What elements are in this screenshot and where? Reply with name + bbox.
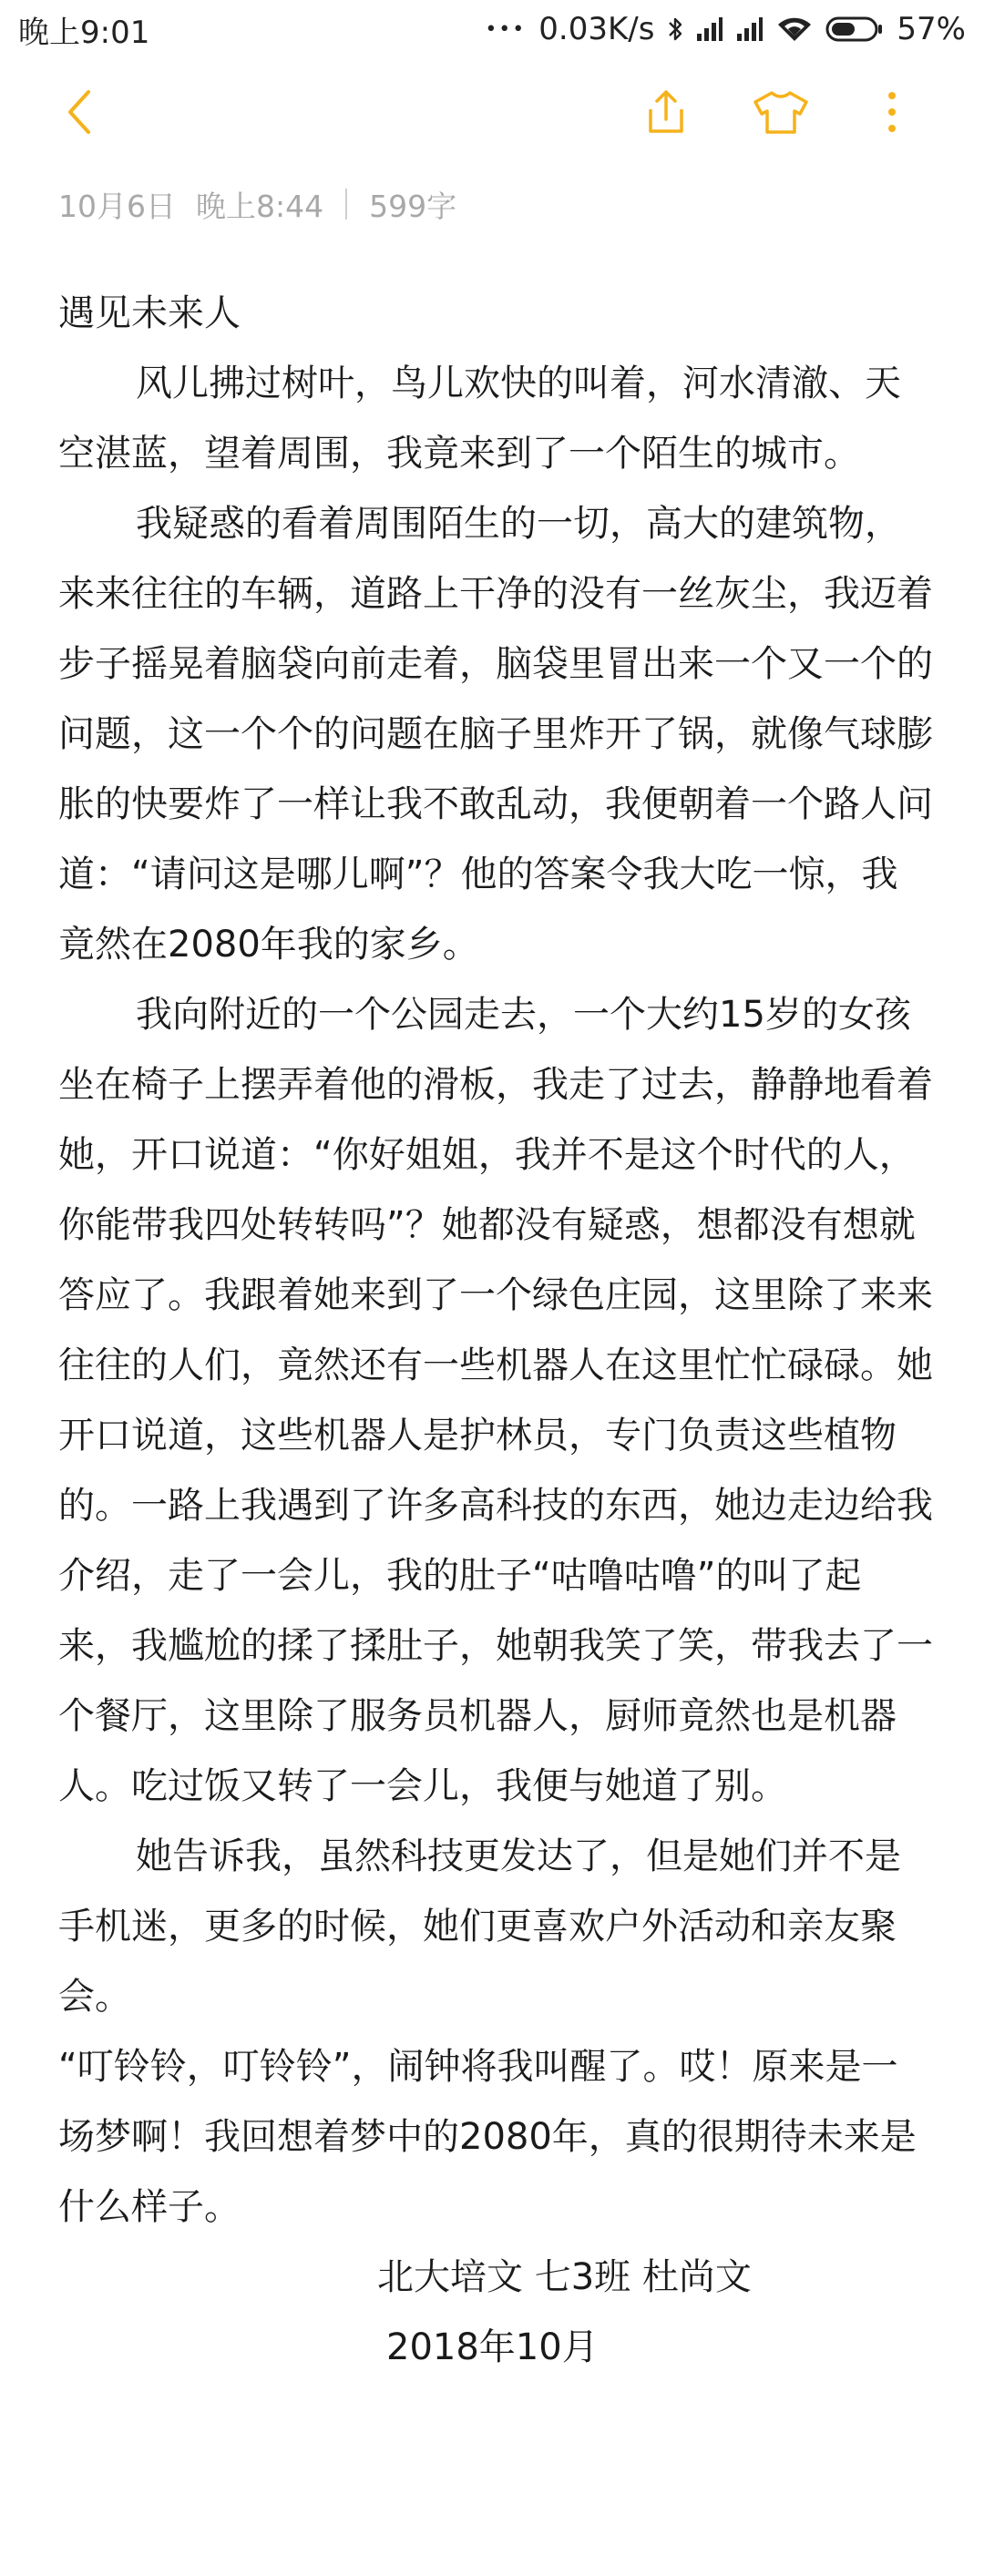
- note-signature: 北大培文 七3班 杜尚文: [377, 2256, 752, 2298]
- note-paragraph-2: 我疑惑的看着周围陌生的一切，高大的建筑物，来来往往的车辆，道路上干净的没有一丝灰尘，我迈着步子摇晃着脑袋向前走着，脑袋里冒出来一个又一个的问题，这一个个的问题在脑子里炸开了锅，就像气球膨胀的快要炸了一样让我不敢乱动，我便朝着一个路人问道：“请问这是哪儿啊”？他的答案令我大吃一惊，我竟然在2080年我的家乡。: [58, 503, 933, 966]
- word-count: 599字: [369, 188, 457, 224]
- note-paragraph-3: 我向附近的一个公园走去，一个大约15岁的女孩坐在椅子上摆弄着他的滑板，我走了过去，静静地看着她，开口说道：“你好姐姐，我并不是这个时代的人，你能带我四处转转吗”？她都没有疑惑，想都没有想就答应了。我跟着她来到了一个绿色庄园，这里除了来来往往的人们，竟然还有一些机器人在这里忙忙碌碌。她开口说道，这些机器人是护林员，专门负责这些植物的。一路上我遇到了许多高科技的东西，她边走边给我介绍，走了一会儿，我的肚子“咕噜咕噜”的叫了起来，我尴尬的揉了揉肚子，她朝我笑了笑，带我去了一个餐厅，这里除了服务员机器人，厨师竟然也是机器人。吃过饭又转了一会儿，我便与她道了别。: [58, 994, 933, 1807]
- share-button[interactable]: [625, 73, 707, 155]
- note-paragraph-4: 她告诉我，虽然科技更发达了，但是她们并不是手机迷，更多的时候，她们更喜欢户外活动和亲友聚会。: [58, 1835, 901, 2018]
- note-closing-paragraph: “叮铃铃，叮铃铃”，闹钟将我叫醒了。哎！原来是一场梦啊！我回想着梦中的2080年，真的很期待未来是什么样子。: [58, 2046, 917, 2228]
- bluetooth-icon: [667, 15, 683, 44]
- share-icon: [641, 87, 691, 140]
- more-options-button[interactable]: [851, 73, 933, 155]
- more-vert-icon: [886, 89, 898, 138]
- theme-shirt-icon: [752, 87, 810, 140]
- note-title: 遇见未来人: [58, 292, 241, 334]
- meta-divider: [345, 189, 347, 220]
- note-toolbar: [0, 73, 984, 155]
- network-speed: 0.03K/s: [538, 11, 655, 47]
- theme-button[interactable]: [740, 73, 822, 155]
- note-time: 晚上8:44: [196, 188, 324, 224]
- note-paragraph-1: 风儿拂过树叶，鸟儿欢快的叫着，河水清澈、天空湛蓝，望着周围，我竟来到了一个陌生的城市。: [58, 363, 901, 475]
- signal-2-icon: [736, 16, 764, 42]
- battery-icon: [825, 15, 884, 43]
- status-time: 晚上9:01: [18, 14, 150, 51]
- note-body[interactable]: [58, 279, 933, 2383]
- signal-1-icon: [696, 16, 723, 42]
- notification-dots: •••: [485, 17, 527, 41]
- battery-percent: 57%: [897, 11, 966, 47]
- back-chevron-icon: [61, 87, 97, 141]
- status-bar: [0, 0, 984, 58]
- status-indicators: [485, 11, 966, 47]
- note-written-date: 2018年10月: [386, 2326, 599, 2368]
- note-date: 10月6日: [58, 188, 176, 224]
- note-meta: [58, 179, 456, 230]
- wifi-icon: [776, 15, 813, 43]
- back-button[interactable]: [38, 73, 120, 155]
